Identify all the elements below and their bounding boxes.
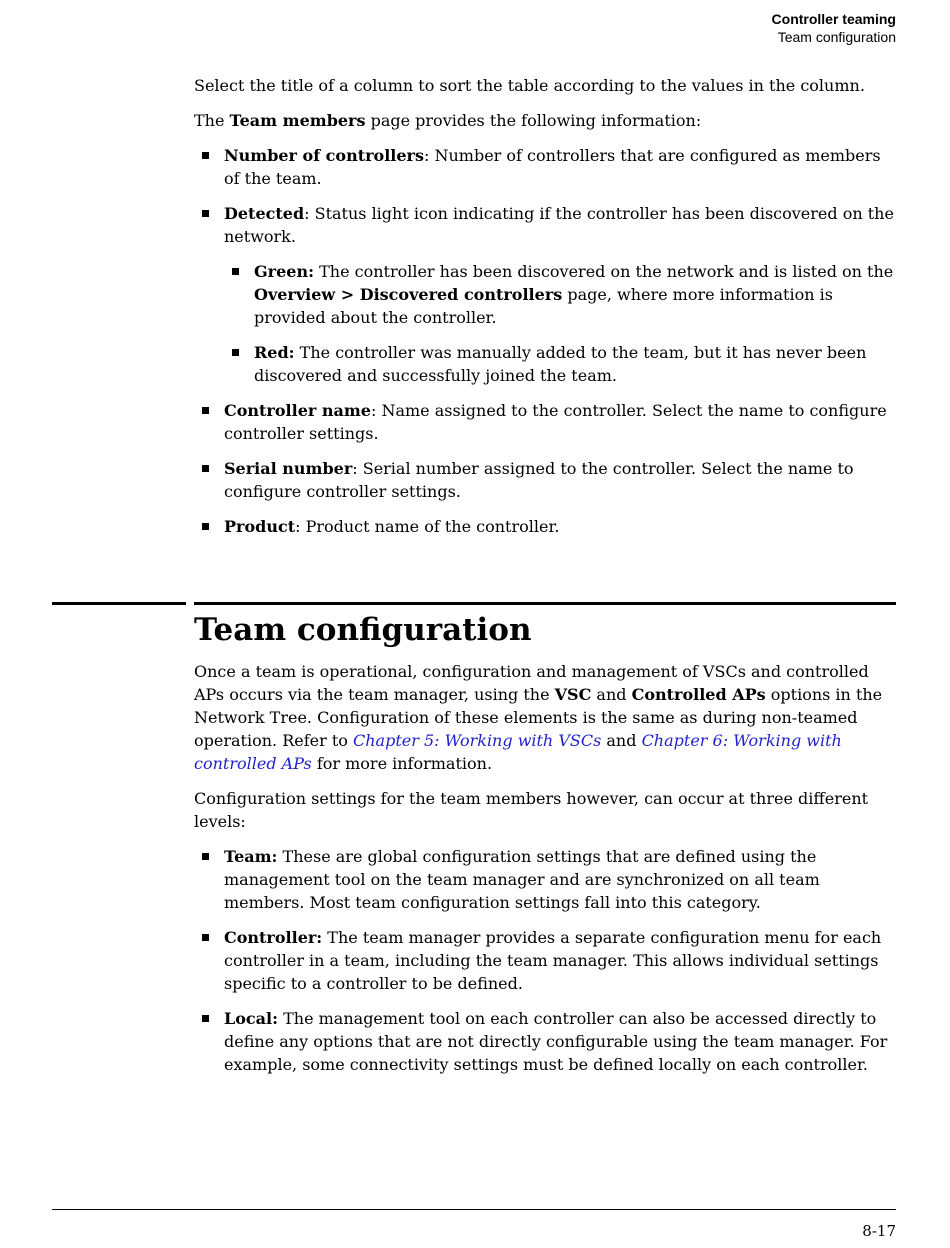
detected-status-list (224, 260, 896, 387)
list-item: Number of controllers: Number of controllers that are configured as members of the team. (194, 144, 896, 190)
intro-content (194, 74, 896, 550)
header-chapter-title: Controller teaming (771, 11, 896, 27)
section-paragraph-1: Once a team is operational, configuration and management of VSCs and controlled APs occurs via the team manager, using the VSC and Controlled APs options in the Network Tree. Configuration of these elements is the same as during non-teamed operation. Refer to Chapter 5: Working with VSCs and Chapter 6: Working with controlled APs for more information. (194, 662, 883, 773)
section-divider-right (194, 602, 896, 605)
team-members-field-list (194, 144, 896, 538)
footer-rule (52, 1209, 896, 1210)
list-item: Detected: Status light icon indicating if the controller has been discovered on the network. Green: The controller has been discovered on the network and is listed on the Overview > Discovered controllers page, where more information is provided about the controller. Red: The controller was manually added to the team, but it has never been discovered and successfully joined the team. (194, 202, 896, 387)
header-section-title: Team configuration (777, 29, 896, 45)
section-divider-left (52, 602, 186, 605)
list-item: Red: The controller was manually added to the team, but it has never been discovered and successfully joined the team. (224, 341, 896, 387)
sort-note: Select the title of a column to sort the table according to the values in the column. (194, 76, 865, 95)
list-item: Controller name: Name assigned to the controller. Select the name to configure controller settings. (194, 399, 896, 445)
chapter-5-link[interactable]: Chapter 5: Working with VSCs (352, 731, 602, 750)
team-members-lead: The Team members page provides the following information: (194, 111, 702, 130)
team-configuration-section (194, 610, 896, 1088)
list-item: Serial number: Serial number assigned to the controller. Select the name to configure controller settings. (194, 457, 896, 503)
configuration-levels-list (194, 845, 896, 1076)
team-members-term: Team members (229, 111, 366, 130)
section-paragraph-2: Configuration settings for the team members however, can occur at three different levels: (194, 789, 869, 831)
list-item: Team: These are global configuration settings that are defined using the management tool on the team manager and are synchronized on all team members. Most team configuration settings fall into this category. (194, 845, 896, 914)
list-item: Product: Product name of the controller. (194, 515, 896, 538)
list-item: Green: The controller has been discovered on the network and is listed on the Overview > Discovered controllers page, where more information is provided about the controller. (224, 260, 896, 329)
running-header (772, 10, 896, 46)
chapter-6-link[interactable]: Chapter 6: Working with controlled APs (194, 731, 842, 773)
list-item: Controller: The team manager provides a separate configuration menu for each controller in a team, including the team manager. This allows individual settings specific to a controller to be defined. (194, 926, 896, 995)
section-title: Team configuration (194, 612, 532, 648)
list-item: Local: The management tool on each controller can also be accessed directly to define any options that are not directly configurable using the team manager. For example, some connectivity settings must be defined locally on each controller. (194, 1007, 896, 1076)
page-number: 8-17 (862, 1222, 896, 1240)
